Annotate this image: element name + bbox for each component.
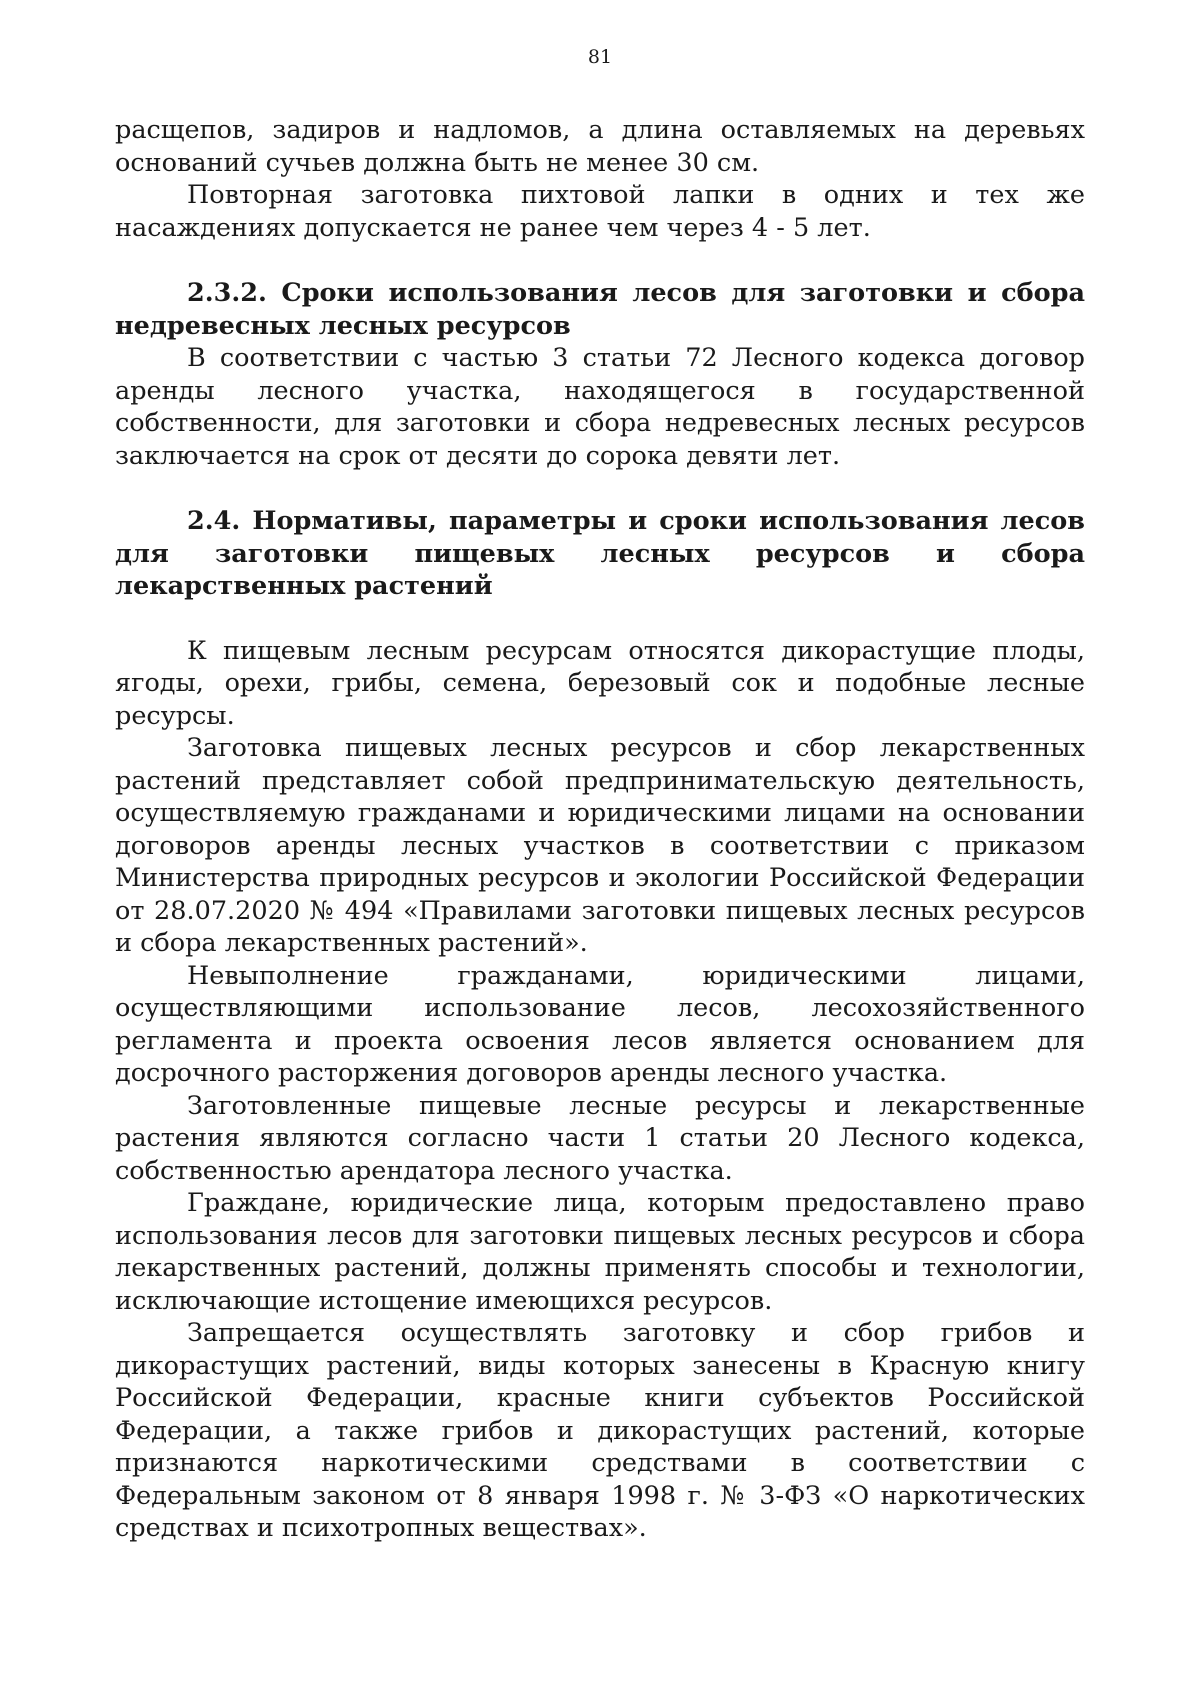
paragraph-continuation: расщепов, задиров и надломов, а длина оставляемых на деревьях оснований сучьев должна быть не менее 30 см.	[115, 115, 1085, 178]
paragraph-non-compliance: Невыполнение гражданами, юридическими лицами, осуществляющими использование лесов, лесохозяйственного регламента и проекта освоения лесов является основанием для досрочного расторжения договоров аренды лесного участка.	[115, 960, 1085, 1088]
paragraph-prohibition: Запрещается осуществлять заготовку и сбор грибов и дикорастущих растений, виды которых занесены в Красную книгу Российской Федерации, красные книги субъектов Российской Федерации, а также грибов и дикорастущих растений, которые признаются наркотическими средствами в соответствии с Федеральным законом от 8 января 1998 г. № 3-ФЗ «О наркотических средствах и психотропных веществах».	[115, 1318, 1085, 1543]
page-number: 81	[587, 46, 613, 68]
paragraph-technologies: Граждане, юридические лица, которым предоставлено право использования лесов для заготовки пищевых лесных ресурсов и сбора лекарственных растений, должны применять способы и технологии, исключающие истощение имеющихся ресурсов.	[115, 1188, 1085, 1316]
section-heading-2-4: 2.4. Нормативы, параметры и сроки использования лесов для заготовки пищевых лесных ресурсов и сбора лекарственных растений	[115, 506, 1085, 601]
section-heading-2-3-2: 2.3.2. Сроки использования лесов для заготовки и сбора недревесных лесных ресурсов	[115, 278, 1085, 341]
document-body	[115, 114, 1085, 1545]
paragraph-lease-term: В соответствии с частью 3 статьи 72 Лесного кодекса договор аренды лесного участка, находящегося в государственной собственности, для заготовки и сбора недревесных лесных ресурсов заключается на срок от десяти до сорока девяти лет.	[115, 343, 1085, 471]
paragraph-ownership: Заготовленные пищевые лесные ресурсы и лекарственные растения являются согласно части 1 статьи 20 Лесного кодекса, собственностью арендатора лесного участка.	[115, 1090, 1085, 1186]
paragraph-repeat-harvest: Повторная заготовка пихтовой лапки в одних и тех же насаждениях допускается не ранее чем через 4 - 5 лет.	[115, 180, 1085, 243]
paragraph-harvest-activity: Заготовка пищевых лесных ресурсов и сбор лекарственных растений представляет собой предпринимательскую деятельность, осуществляемую гражданами и юридическими лицами на основании договоров аренды лесных участков в соответствии с приказом Министерства природных ресурсов и экологии Российской Федерации от 28.07.2020 № 494 «Правилами заготовки пищевых лесных ресурсов и сбора лекарственных растений».	[115, 733, 1085, 958]
paragraph-food-resources: К пищевым лесным ресурсам относятся дикорастущие плоды, ягоды, орехи, грибы, семена, березовый сок и подобные лесные ресурсы.	[115, 635, 1085, 731]
